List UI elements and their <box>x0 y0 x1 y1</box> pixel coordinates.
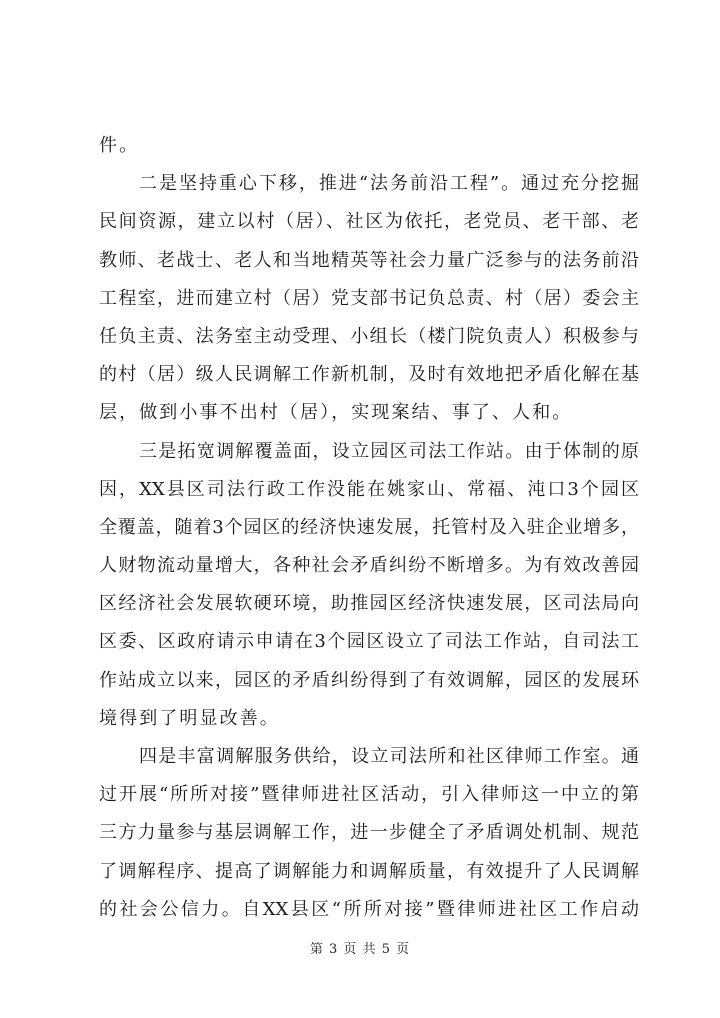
text-line: 三是拓宽调解覆盖面，设立园区司法工作站。由于体制的原 <box>139 440 639 462</box>
text-line: 四是丰富调解服务供给，设立司法所和社区律师工作室。通 <box>139 746 639 767</box>
text-line: 境得到了明显改善。 <box>99 707 280 729</box>
text-line: 教师、老战士、老人和当地精英等社会力量广泛参与的法务前沿 <box>99 249 639 271</box>
text-line: 层，做到小事不出村（居），实现案结、事了、人和。 <box>99 402 573 424</box>
text-line: 全覆盖，随着3个园区的经济快速发展，托管村及入驻企业增多， <box>99 516 639 538</box>
text-line: 了调解程序、提高了调解能力和调解质量，有效提升了人民调解 <box>99 860 639 882</box>
text-line: 作站成立以来，园区的矛盾纠纷得到了有效调解，园区的发展环 <box>99 669 639 691</box>
document-body <box>99 127 639 929</box>
text-line: 工程室，进而建立村（居）党支部书记负总责、村（居）委会主 <box>99 287 639 309</box>
text-line: 区经济社会发展软硬环境，助推园区经济快速发展，区司法局向 <box>99 593 639 615</box>
page-footer: 第 3 页 共 5 页 <box>309 942 411 957</box>
text-line: 因，XX县区司法行政工作没能在姚家山、常福、沌口3个园区 <box>99 478 639 500</box>
text-line: 的社会公信力。自XX县区“所所对接”暨律师进社区工作启动 <box>99 898 639 920</box>
text-line: 任负主责、法务室主动受理、小组长（楼门院负责人）积极参与 <box>99 325 639 347</box>
text-line: 的村（居）级人民调解工作新机制，及时有效地把矛盾化解在基 <box>99 364 639 386</box>
text-line: 民间资源，建立以村（居）、社区为依托，老党员、老干部、老 <box>99 211 639 233</box>
text-line: 区委、区政府请示申请在3个园区设立了司法工作站，自司法工 <box>99 631 639 653</box>
text-line: 二是坚持重心下移，推进“法务前沿工程”。通过充分挖掘 <box>139 173 639 195</box>
text-line: 过开展“所所对接”暨律师进社区活动，引入律师这一中立的第 <box>99 784 639 806</box>
text-line: 件。 <box>99 135 140 156</box>
text-line: 人财物流动量增大，各种社会矛盾纠纷不断增多。为有效改善园 <box>99 555 639 577</box>
text-line: 三方力量参与基层调解工作，进一步健全了矛盾调处机制、规范 <box>99 822 639 844</box>
